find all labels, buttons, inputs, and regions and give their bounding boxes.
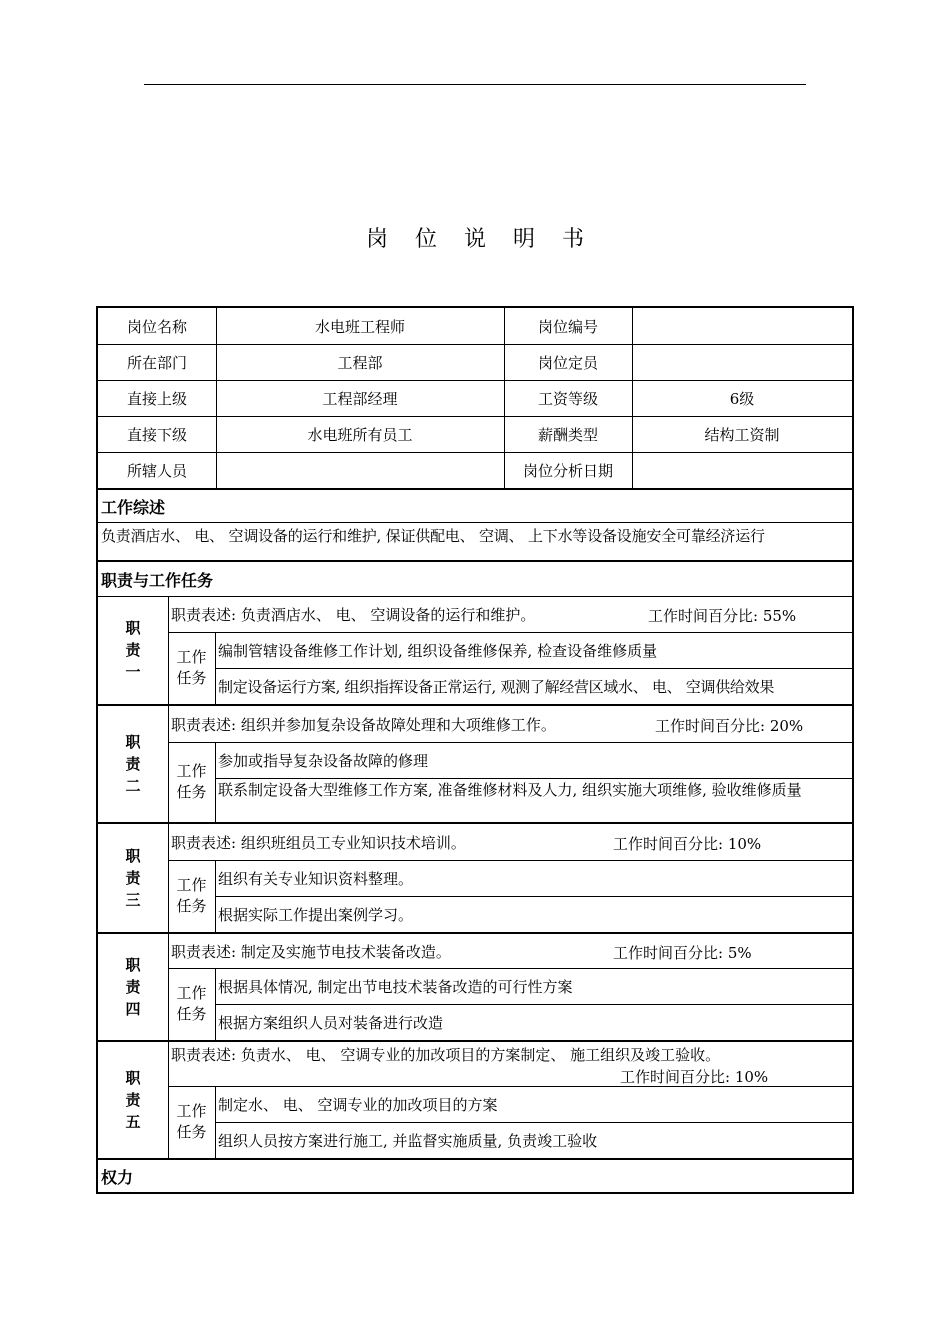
duty-3-percentage: 工作时间百分比: 10% <box>613 835 762 853</box>
value-position-code <box>632 308 852 344</box>
value-salary-grade: 6级 <box>729 389 755 408</box>
duty-1-percentage: 工作时间百分比: 55% <box>648 607 797 625</box>
duty-1-label: 职 责 一 <box>125 619 141 681</box>
duty-5-description: 职责表述: 负责水、 电、 空调专业的加改项目的方案制定、 施工组织及竣工验收。 <box>171 1046 721 1064</box>
authority-heading: 权力 <box>101 1167 134 1187</box>
duty-4-percentage: 工作时间百分比: 5% <box>613 944 752 962</box>
label-staff-managed: 所辖人员 <box>126 461 187 480</box>
label-analysis-date: 岗位分析日期 <box>522 461 613 480</box>
value-analysis-date <box>632 452 852 488</box>
summary-heading: 工作综述 <box>101 497 166 517</box>
duty-5-task-2: 组织人员按方案进行施工, 并监督实施质量, 负责竣工验收 <box>218 1131 598 1150</box>
duty-5-task-1: 制定水、 电、 空调专业的加改项目的方案 <box>218 1095 498 1114</box>
label-department: 所在部门 <box>126 353 187 372</box>
duty-2-label: 职 责 二 <box>125 733 141 795</box>
duty-3-task-label: 工作 任务 <box>176 876 207 915</box>
duty-2-task-label: 工作 任务 <box>176 762 207 801</box>
duty-2-task-1: 参加或指导复杂设备故障的修理 <box>218 751 429 770</box>
duty-5-percentage: 工作时间百分比: 10% <box>620 1068 769 1086</box>
label-supervisor: 直接上级 <box>126 389 187 408</box>
label-headcount: 岗位定员 <box>537 353 598 372</box>
duty-4-task-label: 工作 任务 <box>176 984 207 1023</box>
duty-2-description: 职责表述: 组织并参加复杂设备故障处理和大项维修工作。 <box>171 715 556 734</box>
duty-4-task-1: 根据具体情况, 制定出节电技术装备改造的可行性方案 <box>218 977 573 996</box>
label-pay-type: 薪酬类型 <box>537 425 598 444</box>
value-position-name: 水电班工程师 <box>314 317 405 336</box>
value-supervisor: 工程部经理 <box>322 389 398 408</box>
duty-1-description: 职责表述: 负责酒店水、 电、 空调设备的运行和维护。 <box>171 605 536 624</box>
duty-2-percentage: 工作时间百分比: 20% <box>655 717 804 735</box>
value-headcount <box>632 344 852 380</box>
label-position-code: 岗位编号 <box>537 317 598 336</box>
duty-1-task-1: 编制管辖设备维修工作计划, 组织设备维修保养, 检查设备维修质量 <box>218 641 658 660</box>
value-department: 工程部 <box>337 353 383 372</box>
duty-1-task-2: 制定设备运行方案, 组织指挥设备正常运行, 观测了解经营区域水、 电、 空调供给效果 <box>218 677 775 696</box>
duty-4-description: 职责表述: 制定及实施节电技术装备改造。 <box>171 942 451 961</box>
label-position-name: 岗位名称 <box>126 317 187 336</box>
job-description-form <box>96 306 854 1194</box>
duty-3-description: 职责表述: 组织班组员工专业知识技术培训。 <box>171 833 466 852</box>
duty-5-label: 职 责 五 <box>125 1069 141 1131</box>
duty-3-task-1: 组织有关专业知识资料整理。 <box>218 869 414 888</box>
value-subordinates: 水电班所有员工 <box>307 425 413 444</box>
value-pay-type: 结构工资制 <box>704 425 780 444</box>
duties-heading: 职责与工作任务 <box>101 570 214 590</box>
duty-3-task-2: 根据实际工作提出案例学习。 <box>218 905 414 924</box>
duty-4-label: 职 责 四 <box>125 956 141 1018</box>
duty-3-label: 职 责 三 <box>125 847 141 909</box>
duty-5-task-label: 工作 任务 <box>176 1102 207 1141</box>
document-title: 岗 位 说 明 书 <box>366 227 594 252</box>
label-subordinates: 直接下级 <box>126 425 187 444</box>
label-salary-grade: 工资等级 <box>537 389 598 408</box>
summary-text: 负责酒店水、 电、 空调设备的运行和维护, 保证供配电、 空调、 上下水等设备设施安全可靠经济运行 <box>101 527 765 545</box>
duty-1-task-label: 工作 任务 <box>176 648 207 687</box>
header-rule <box>144 84 806 85</box>
duty-2-task-2: 联系制定设备大型维修工作方案, 准备维修材料及人力, 组织实施大项维修, 验收维修质量 <box>218 781 802 799</box>
duty-4-task-2: 根据方案组织人员对装备进行改造 <box>218 1013 444 1032</box>
value-staff-managed <box>216 452 504 488</box>
